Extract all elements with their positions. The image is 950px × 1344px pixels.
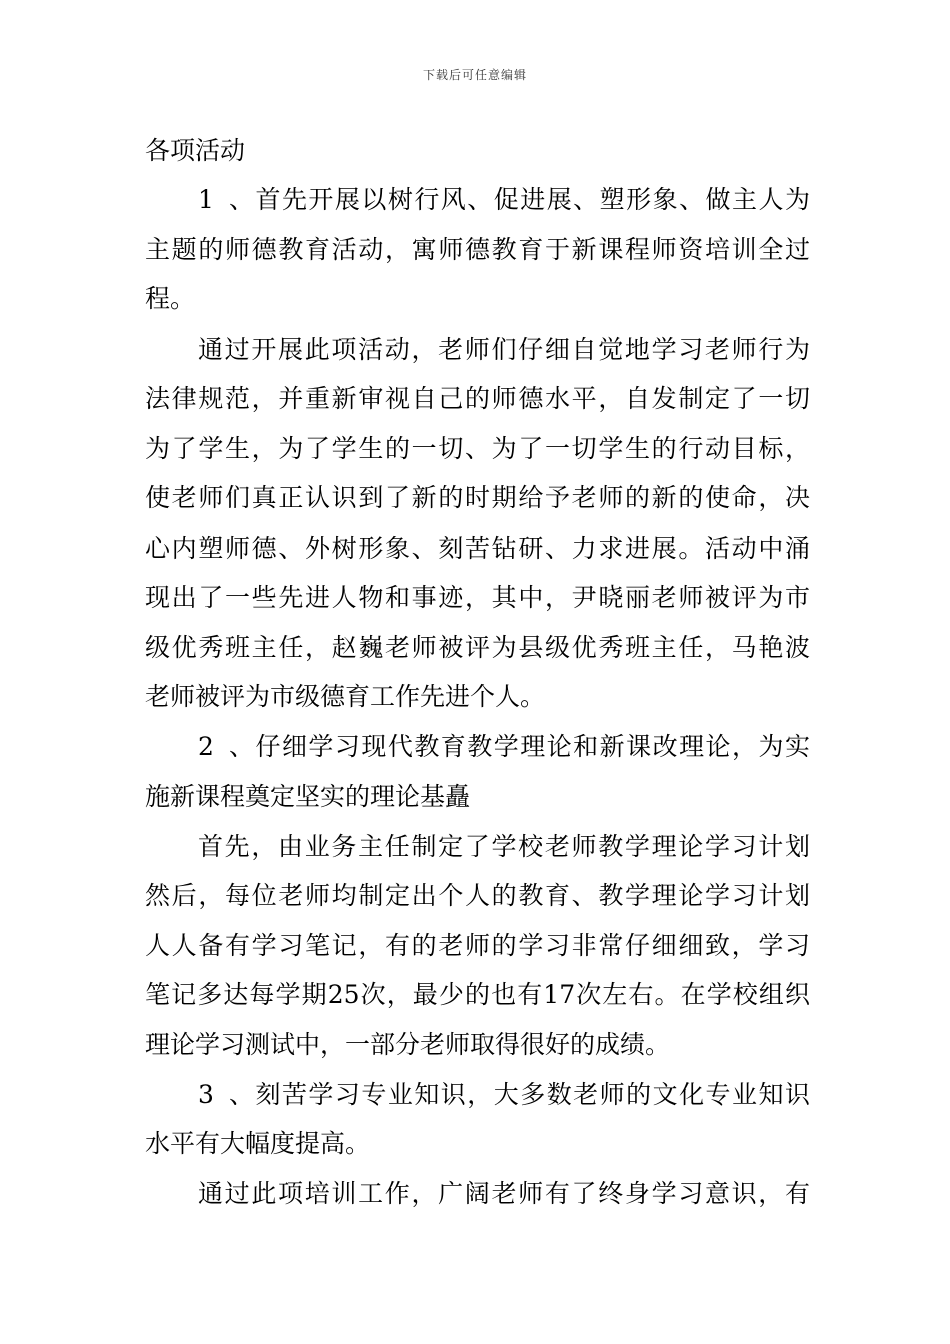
- text-line: 使老师们真正认识到了新的时期给予老师的新的使命，决: [145, 483, 810, 512]
- text-line: 水平有大幅度提高。: [145, 1129, 371, 1158]
- text-line: 程。: [145, 284, 196, 313]
- page-header-note: 下载后可任意编辑: [422, 68, 527, 82]
- item-number: 1、: [198, 185, 254, 214]
- text-line: 老师被评为市级德育工作先进个人。: [145, 682, 546, 711]
- item-text: 首先开展以树行风、促进展、塑形象、做主人为: [254, 185, 810, 214]
- item-text: 刻苦学习专业知识，大多数老师的文化专业知识: [254, 1080, 810, 1109]
- item-1-heading: [198, 185, 810, 215]
- text-line: 人人备有学习笔记，有的老师的学习非常仔细细致，学习: [145, 931, 810, 960]
- text-line: 首先，由业务主任制定了学校老师教学理论学习计划: [198, 832, 810, 861]
- text-line: 理论学习测试中，一部分老师取得很好的成绩。: [145, 1030, 671, 1059]
- section-title: 各项活动: [145, 136, 246, 165]
- item-text: 仔细学习现代教育教学理论和新课改理论，为实: [254, 732, 810, 761]
- text-line: 通过开展此项活动，老师们仔细自觉地学习老师行为: [198, 335, 810, 364]
- item-3-heading: [198, 1080, 810, 1110]
- text-line: 级优秀班主任，赵巍老师被评为县级优秀班主任，马艳波: [145, 633, 810, 662]
- item-2-heading: [198, 732, 810, 762]
- item-number: 3、: [198, 1080, 254, 1109]
- text-line: 然后，每位老师均制定出个人的教育、教学理论学习计划: [145, 881, 810, 910]
- text-line: 现出了一些先进人物和事迹，其中，尹晓丽老师被评为市: [145, 583, 810, 612]
- item-number: 2、: [198, 732, 254, 761]
- text-line: 心内塑师德、外树形象、刻苦钻研、力求进展。活动中涌: [145, 534, 810, 563]
- text-line: 笔记多达每学期25次，最少的也有17次左右。在学校组织: [145, 980, 810, 1009]
- text-line: 施新课程奠定坚实的理论基矗: [145, 782, 471, 811]
- text-line: 主题的师德教育活动，寓师德教育于新课程师资培训全过: [145, 235, 810, 264]
- text-line: 法律规范，并重新审视自己的师德水平，自发制定了一切: [145, 384, 810, 413]
- text-line: 通过此项培训工作，广阔老师有了终身学习意识，有: [198, 1179, 810, 1208]
- text-line: 为了学生，为了学生的一切、为了一切学生的行动目标，: [145, 434, 810, 463]
